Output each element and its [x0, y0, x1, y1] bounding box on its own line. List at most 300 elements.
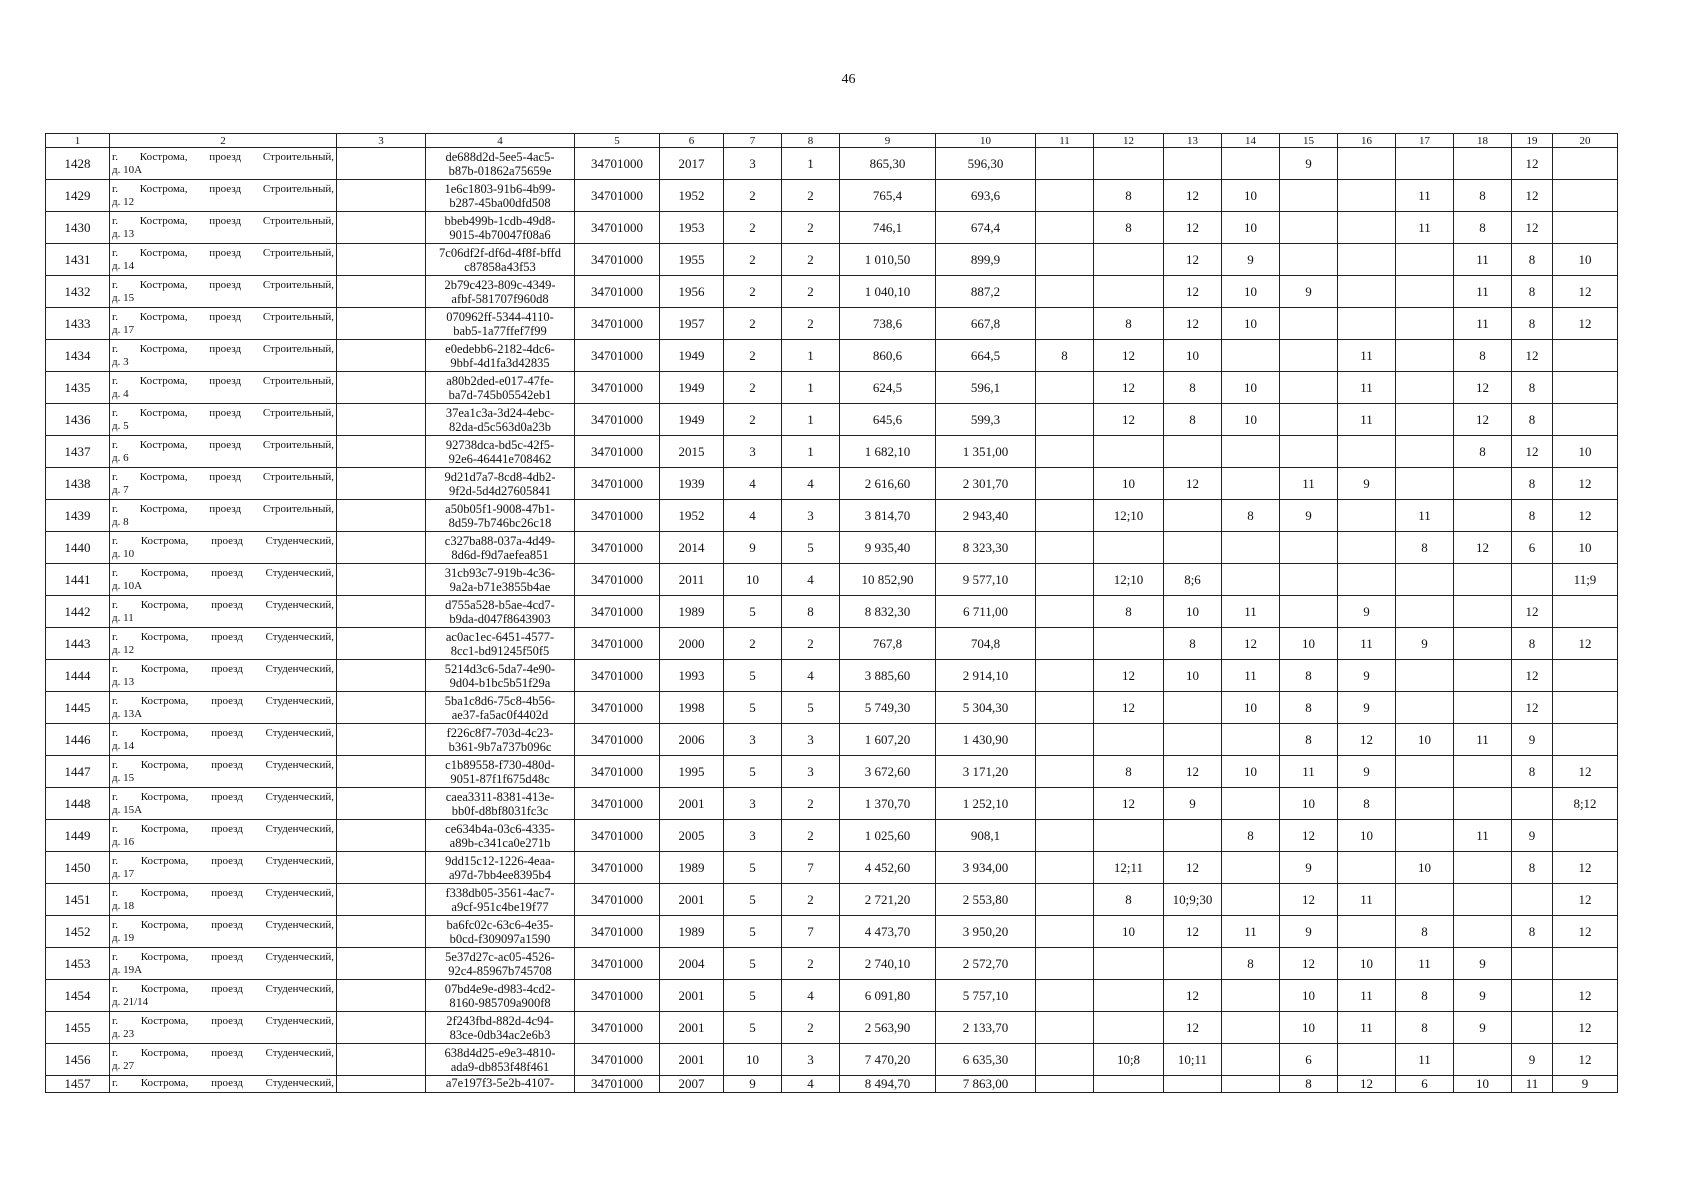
cell-col-15: 10: [1280, 628, 1338, 660]
guid-part-2: b361-9b7a737b096c: [448, 739, 552, 754]
cell-col-17: [1396, 596, 1454, 628]
guid-part-1: e0edebb6-2182-4dc6-: [445, 341, 555, 356]
table-row: [46, 980, 1618, 1012]
cell-col-12: 12;10: [1094, 564, 1164, 596]
row-number: 1449: [46, 820, 110, 852]
address-cell: [110, 212, 337, 244]
address-line-street: г. Кострома, проезд Студенческий,: [112, 534, 334, 547]
row-number: 1453: [46, 948, 110, 980]
row-number: 1444: [46, 660, 110, 692]
row-number: 1428: [46, 148, 110, 180]
cell-col-12: 8: [1094, 180, 1164, 212]
address-line-house: д. 6: [112, 451, 129, 464]
cell-col-18: 10: [1454, 1076, 1512, 1093]
empty-cell: [337, 436, 426, 468]
guid-cell: [426, 468, 575, 500]
cell-col-16: 11: [1338, 372, 1396, 404]
address-line-house: д. 12: [112, 195, 135, 208]
address-cell: [110, 628, 337, 660]
cell-col-7: 5: [724, 660, 782, 692]
cell-col-7: 5: [724, 852, 782, 884]
cell-col-8: 2: [782, 308, 840, 340]
guid-part-1: 37ea1c3a-3d24-4ebc-: [445, 405, 555, 420]
cell-col-10: 599,3: [936, 404, 1036, 436]
cell-col-18: 9: [1454, 948, 1512, 980]
cell-col-7: 2: [724, 308, 782, 340]
table-row: [46, 404, 1618, 436]
cell-col-16: [1338, 244, 1396, 276]
cell-col-8: 1: [782, 148, 840, 180]
cell-col-5: 34701000: [575, 1044, 660, 1076]
cell-col-7: 3: [724, 788, 782, 820]
cell-col-8: 3: [782, 756, 840, 788]
guid-part-1: ac0ac1ec-6451-4577-: [445, 629, 555, 644]
row-number: 1443: [46, 628, 110, 660]
cell-col-14: 8: [1222, 948, 1280, 980]
guid-part-1: 2f243fbd-882d-4c94-: [446, 1013, 554, 1028]
guid-part-2: bab5-1a77ffef7f99: [453, 323, 547, 338]
address-line-street: г. Кострома, проезд Строительный,: [112, 406, 334, 419]
address-line-house: д. 14: [112, 259, 135, 272]
cell-col-14: [1222, 1044, 1280, 1076]
cell-col-20: [1553, 660, 1618, 692]
table-row: [46, 884, 1618, 916]
table-row: [46, 692, 1618, 724]
cell-col-19: 8: [1512, 916, 1553, 948]
cell-col-11: 8: [1036, 340, 1094, 372]
table-row: [46, 756, 1618, 788]
address-line-street: г. Кострома, проезд Строительный,: [112, 374, 334, 387]
cell-col-17: [1396, 692, 1454, 724]
cell-col-17: [1396, 756, 1454, 788]
cell-col-6: 1949: [660, 340, 724, 372]
cell-col-13: [1164, 148, 1222, 180]
cell-col-20: 12: [1553, 916, 1618, 948]
cell-col-13: [1164, 500, 1222, 532]
cell-col-13: [1164, 692, 1222, 724]
cell-col-17: 11: [1396, 948, 1454, 980]
cell-col-19: 12: [1512, 436, 1553, 468]
cell-col-10: 6 635,30: [936, 1044, 1036, 1076]
cell-col-19: [1512, 980, 1553, 1012]
address-cell: [110, 436, 337, 468]
cell-col-5: 34701000: [575, 948, 660, 980]
table-row: [46, 372, 1618, 404]
empty-cell: [337, 1044, 426, 1076]
cell-col-12: [1094, 980, 1164, 1012]
guid-part-1: 5ba1c8d6-75c8-4b56-: [444, 693, 556, 708]
cell-col-8: 7: [782, 852, 840, 884]
address-cell: [110, 564, 337, 596]
table-row: [46, 276, 1618, 308]
cell-col-16: 11: [1338, 340, 1396, 372]
address-cell: [110, 308, 337, 340]
cell-col-19: [1512, 564, 1553, 596]
address-cell: [110, 340, 337, 372]
address-cell: [110, 180, 337, 212]
row-number: 1431: [46, 244, 110, 276]
cell-col-14: 8: [1222, 820, 1280, 852]
guid-cell: [426, 820, 575, 852]
cell-col-9: 1 010,50: [840, 244, 936, 276]
address-line-house: д. 13: [112, 675, 135, 688]
empty-cell: [337, 532, 426, 564]
table-row: [46, 788, 1618, 820]
cell-col-9: 860,6: [840, 340, 936, 372]
cell-col-9: 1 040,10: [840, 276, 936, 308]
cell-col-14: [1222, 532, 1280, 564]
cell-col-8: 4: [782, 564, 840, 596]
cell-col-16: 12: [1338, 724, 1396, 756]
cell-col-6: 2000: [660, 628, 724, 660]
address-line-house: д. 10А: [112, 579, 143, 592]
address-line-street: г. Кострома, проезд Строительный,: [112, 150, 334, 163]
cell-col-20: 12: [1553, 276, 1618, 308]
cell-col-11: [1036, 500, 1094, 532]
row-number: 1446: [46, 724, 110, 756]
cell-col-16: 9: [1338, 692, 1396, 724]
cell-col-10: 596,1: [936, 372, 1036, 404]
guid-part-2: 8cc1-bd91245f50f5: [450, 643, 550, 658]
cell-col-14: 11: [1222, 660, 1280, 692]
cell-col-12: 10: [1094, 468, 1164, 500]
cell-col-5: 34701000: [575, 564, 660, 596]
cell-col-12: 12: [1094, 788, 1164, 820]
address-line-house: д. 10А: [112, 163, 143, 176]
housing-register-table: [45, 133, 1618, 1093]
cell-col-11: [1036, 532, 1094, 564]
cell-col-15: 8: [1280, 660, 1338, 692]
cell-col-12: [1094, 820, 1164, 852]
cell-col-18: [1454, 148, 1512, 180]
cell-col-18: [1454, 1044, 1512, 1076]
table-row: [46, 948, 1618, 980]
cell-col-5: 34701000: [575, 436, 660, 468]
cell-col-12: 10: [1094, 916, 1164, 948]
cell-col-8: 7: [782, 916, 840, 948]
cell-col-20: 12: [1553, 1012, 1618, 1044]
cell-col-5: 34701000: [575, 1076, 660, 1093]
cell-col-15: 8: [1280, 692, 1338, 724]
empty-cell: [337, 724, 426, 756]
cell-col-9: 746,1: [840, 212, 936, 244]
cell-col-14: [1222, 564, 1280, 596]
guid-cell: [426, 340, 575, 372]
empty-cell: [337, 596, 426, 628]
empty-cell: [337, 788, 426, 820]
table-row: [46, 340, 1618, 372]
row-number: 1438: [46, 468, 110, 500]
cell-col-5: 34701000: [575, 468, 660, 500]
cell-col-12: [1094, 1012, 1164, 1044]
cell-col-13: 12: [1164, 468, 1222, 500]
guid-cell: [426, 692, 575, 724]
address-line-house: д. 5: [112, 419, 129, 432]
table-row: [46, 180, 1618, 212]
guid-part-1: f226c8f7-703d-4c23-: [446, 725, 554, 740]
cell-col-17: 11: [1396, 500, 1454, 532]
address-line-street: г. Кострома, проезд Строительный,: [112, 278, 334, 291]
cell-col-9: 6 091,80: [840, 980, 936, 1012]
column-number-cell: 20: [1553, 134, 1618, 148]
cell-col-6: 2004: [660, 948, 724, 980]
cell-col-6: 2005: [660, 820, 724, 852]
guid-part-2: ae37-fa5ac0f4402d: [451, 707, 549, 722]
cell-col-17: 8: [1396, 980, 1454, 1012]
address-line-street: г. Кострома, проезд Строительный,: [112, 502, 334, 515]
cell-col-15: 9: [1280, 852, 1338, 884]
cell-col-11: [1036, 244, 1094, 276]
cell-col-10: 1 351,00: [936, 436, 1036, 468]
cell-col-7: 2: [724, 180, 782, 212]
cell-col-9: 8 494,70: [840, 1076, 936, 1093]
cell-col-12: 12: [1094, 372, 1164, 404]
guid-part-2: a97d-7bb4ee8395b4: [448, 867, 552, 882]
cell-col-11: [1036, 596, 1094, 628]
cell-col-14: [1222, 1012, 1280, 1044]
cell-col-14: 10: [1222, 404, 1280, 436]
table-row: [46, 1044, 1618, 1076]
guid-part-1: 31cb93c7-919b-4c36-: [444, 565, 556, 580]
address-line-house: д. 3: [112, 355, 129, 368]
address-line-street: г. Кострома, проезд Студенческий,: [112, 950, 334, 963]
cell-col-8: 2: [782, 180, 840, 212]
cell-col-16: [1338, 564, 1396, 596]
cell-col-15: 6: [1280, 1044, 1338, 1076]
cell-col-10: 2 943,40: [936, 500, 1036, 532]
cell-col-5: 34701000: [575, 660, 660, 692]
cell-col-20: 9: [1553, 1076, 1618, 1093]
cell-col-6: 1989: [660, 916, 724, 948]
cell-col-15: [1280, 308, 1338, 340]
column-number-header: [46, 134, 1618, 148]
cell-col-14: 12: [1222, 628, 1280, 660]
cell-col-19: 12: [1512, 596, 1553, 628]
address-line-street: г. Кострома, проезд Строительный,: [112, 310, 334, 323]
cell-col-11: [1036, 148, 1094, 180]
cell-col-12: 8: [1094, 212, 1164, 244]
row-number: 1457: [46, 1076, 110, 1093]
cell-col-13: [1164, 532, 1222, 564]
column-number-cell: 7: [724, 134, 782, 148]
empty-cell: [337, 1012, 426, 1044]
cell-col-20: 11;9: [1553, 564, 1618, 596]
cell-col-5: 34701000: [575, 532, 660, 564]
table-row: [46, 852, 1618, 884]
cell-col-18: 9: [1454, 1012, 1512, 1044]
guid-part-1: ba6fc02c-63c6-4e35-: [446, 917, 554, 932]
cell-col-13: 12: [1164, 180, 1222, 212]
guid-cell: [426, 948, 575, 980]
cell-col-9: 9 935,40: [840, 532, 936, 564]
cell-col-12: 8: [1094, 308, 1164, 340]
guid-cell: [426, 308, 575, 340]
cell-col-20: 8;12: [1553, 788, 1618, 820]
empty-cell: [337, 564, 426, 596]
guid-cell: [426, 436, 575, 468]
row-number: 1429: [46, 180, 110, 212]
cell-col-18: 12: [1454, 404, 1512, 436]
cell-col-18: [1454, 564, 1512, 596]
guid-part-1: 7c06df2f-df6d-4f8f-bffd: [439, 245, 561, 260]
cell-col-6: 1998: [660, 692, 724, 724]
cell-col-17: [1396, 468, 1454, 500]
cell-col-5: 34701000: [575, 820, 660, 852]
cell-col-5: 34701000: [575, 180, 660, 212]
cell-col-8: 4: [782, 468, 840, 500]
guid-part-2: b287-45ba00dfd508: [449, 195, 551, 210]
cell-col-11: [1036, 1012, 1094, 1044]
cell-col-18: 8: [1454, 212, 1512, 244]
column-number-cell: 11: [1036, 134, 1094, 148]
cell-col-5: 34701000: [575, 788, 660, 820]
cell-col-11: [1036, 1076, 1094, 1093]
cell-col-7: 5: [724, 756, 782, 788]
cell-col-16: 11: [1338, 980, 1396, 1012]
guid-cell: [426, 628, 575, 660]
cell-col-8: 1: [782, 340, 840, 372]
cell-col-9: 865,30: [840, 148, 936, 180]
cell-col-9: 645,6: [840, 404, 936, 436]
cell-col-10: 674,4: [936, 212, 1036, 244]
address-line-street: г. Кострома, проезд Студенческий,: [112, 982, 334, 995]
table-row: [46, 660, 1618, 692]
guid-cell: [426, 404, 575, 436]
cell-col-12: [1094, 244, 1164, 276]
cell-col-19: 12: [1512, 180, 1553, 212]
cell-col-10: 1 430,90: [936, 724, 1036, 756]
cell-col-11: [1036, 820, 1094, 852]
cell-col-15: [1280, 404, 1338, 436]
cell-col-11: [1036, 788, 1094, 820]
cell-col-6: 2007: [660, 1076, 724, 1093]
cell-col-11: [1036, 372, 1094, 404]
guid-cell: [426, 180, 575, 212]
cell-col-17: 6: [1396, 1076, 1454, 1093]
row-number: 1448: [46, 788, 110, 820]
cell-col-5: 34701000: [575, 980, 660, 1012]
cell-col-8: 5: [782, 532, 840, 564]
address-cell: [110, 820, 337, 852]
cell-col-13: 12: [1164, 756, 1222, 788]
cell-col-6: 1989: [660, 852, 724, 884]
cell-col-16: [1338, 1044, 1396, 1076]
guid-part-2: b87b-01862a75659e: [448, 163, 552, 178]
page-number: 46: [841, 72, 856, 87]
cell-col-20: 12: [1553, 1044, 1618, 1076]
cell-col-8: 2: [782, 820, 840, 852]
cell-col-7: 4: [724, 468, 782, 500]
cell-col-6: 1989: [660, 596, 724, 628]
guid-part-2: 8d6d-f9d7aefea851: [451, 547, 549, 562]
cell-col-8: 3: [782, 500, 840, 532]
cell-col-6: 2011: [660, 564, 724, 596]
cell-col-15: [1280, 436, 1338, 468]
cell-col-17: [1396, 340, 1454, 372]
cell-col-19: 12: [1512, 692, 1553, 724]
column-number-cell: 14: [1222, 134, 1280, 148]
cell-col-7: 2: [724, 340, 782, 372]
cell-col-9: 3 814,70: [840, 500, 936, 532]
empty-cell: [337, 660, 426, 692]
cell-col-6: 2017: [660, 148, 724, 180]
address-line-house: д. 7: [112, 483, 129, 496]
guid-part-1: a50b05f1-9008-47b1-: [445, 501, 555, 516]
cell-col-20: [1553, 692, 1618, 724]
empty-cell: [337, 308, 426, 340]
cell-col-16: 11: [1338, 1012, 1396, 1044]
guid-part-2: afbf-581707f960d8: [451, 291, 549, 306]
column-number-cell: 6: [660, 134, 724, 148]
cell-col-18: [1454, 660, 1512, 692]
cell-col-15: 9: [1280, 148, 1338, 180]
cell-col-11: [1036, 276, 1094, 308]
cell-col-16: 11: [1338, 404, 1396, 436]
address-cell: [110, 724, 337, 756]
row-number: 1442: [46, 596, 110, 628]
cell-col-18: 11: [1454, 276, 1512, 308]
cell-col-18: 12: [1454, 532, 1512, 564]
cell-col-9: 2 616,60: [840, 468, 936, 500]
cell-col-14: 10: [1222, 372, 1280, 404]
address-cell: [110, 404, 337, 436]
cell-col-14: [1222, 884, 1280, 916]
row-number: 1439: [46, 500, 110, 532]
cell-col-20: 12: [1553, 628, 1618, 660]
cell-col-10: 908,1: [936, 820, 1036, 852]
table-row: [46, 1076, 1618, 1093]
guid-part-1: 2b79c423-809c-4349-: [444, 277, 556, 292]
cell-col-12: 12;10: [1094, 500, 1164, 532]
table-row: [46, 244, 1618, 276]
guid-part-1: f338db05-3561-4ac7-: [445, 885, 555, 900]
cell-col-17: [1396, 564, 1454, 596]
cell-col-7: 2: [724, 372, 782, 404]
cell-col-14: [1222, 436, 1280, 468]
cell-col-15: 12: [1280, 948, 1338, 980]
table-row: [46, 468, 1618, 500]
guid-cell: [426, 500, 575, 532]
column-number-cell: 2: [110, 134, 337, 148]
cell-col-9: 738,6: [840, 308, 936, 340]
empty-cell: [337, 212, 426, 244]
cell-col-11: [1036, 916, 1094, 948]
cell-col-5: 34701000: [575, 916, 660, 948]
guid-part-2: 8d59-7b746bc26c18: [448, 515, 552, 530]
cell-col-16: [1338, 276, 1396, 308]
cell-col-16: 9: [1338, 660, 1396, 692]
cell-col-8: 2: [782, 788, 840, 820]
address-cell: [110, 948, 337, 980]
guid-part-2: 9015-4b70047f08a6: [449, 227, 551, 242]
column-number-cell: 18: [1454, 134, 1512, 148]
cell-col-7: 5: [724, 884, 782, 916]
cell-col-9: 3 885,60: [840, 660, 936, 692]
cell-col-15: [1280, 564, 1338, 596]
cell-col-10: 5 304,30: [936, 692, 1036, 724]
cell-col-20: [1553, 820, 1618, 852]
cell-col-10: 693,6: [936, 180, 1036, 212]
cell-col-12: 8: [1094, 596, 1164, 628]
cell-col-10: 7 863,00: [936, 1076, 1036, 1093]
cell-col-16: 9: [1338, 468, 1396, 500]
cell-col-14: [1222, 468, 1280, 500]
cell-col-14: [1222, 852, 1280, 884]
cell-col-10: 2 572,70: [936, 948, 1036, 980]
cell-col-13: 10: [1164, 660, 1222, 692]
cell-col-6: 1995: [660, 756, 724, 788]
cell-col-7: 9: [724, 532, 782, 564]
